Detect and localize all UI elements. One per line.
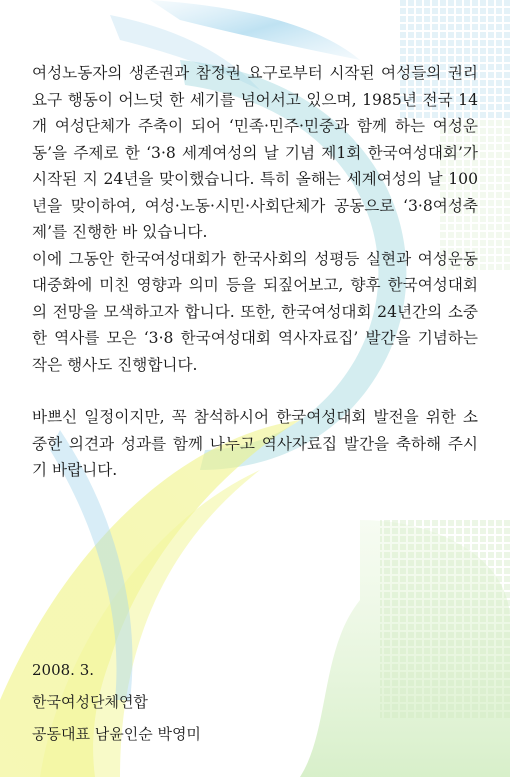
paragraph-purpose: 이에 그동안 한국여성대회가 한국사회의 성평등 실현과 여성운동 대중화에 미친 영향과 의미 등을 되짚어보고, 향후 한국여성대회의 전망을 모색하고자 합니다. 또한, 한국여성대회 24년간의 소중한 역사를 모은 ‘3·8 한국여성대회 역사자료집’ 발간을 기념하는 작은 행사도 진행합니다. (32, 249, 478, 374)
paragraph-invitation: 바쁘신 일정이지만, 꼭 참석하시어 한국여성대회 발전을 위한 소중한 의견과 성과를 함께 나누고 역사자료집 발간을 축하해 주시기 바랍니다. (32, 408, 478, 479)
signature-block (32, 654, 201, 750)
invitation-body (32, 60, 478, 484)
paragraph-intro: 여성노동자의 생존권과 참정권 요구로부터 시작된 여성들의 권리 요구 행동이 어느덧 한 세기를 넘어서고 있으며, 1985년 전국 14개 여성단체가 주축이 되어 ‘민족·민주·민중과 함께 하는 여성운동’을 주제로 한 ‘3·8 세계여성의 날 기념 제1회 한국여성대회’가 시작된 지 24년을 맞이했습니다. 특히 올해는 세계여성의 날 100년을 맞이하여, 여성·노동·시민·사회단체가 공동으로 ‘3·8여성축제’를 진행한 바 있습니다. (32, 64, 478, 241)
mosaic-bottom-right (380, 520, 510, 720)
signature-organization: 한국여성단체연합 (32, 693, 148, 711)
signature-date: 2008. 3. (32, 661, 95, 679)
signature-representatives: 공동대표 남윤인순 박영미 (32, 725, 201, 743)
